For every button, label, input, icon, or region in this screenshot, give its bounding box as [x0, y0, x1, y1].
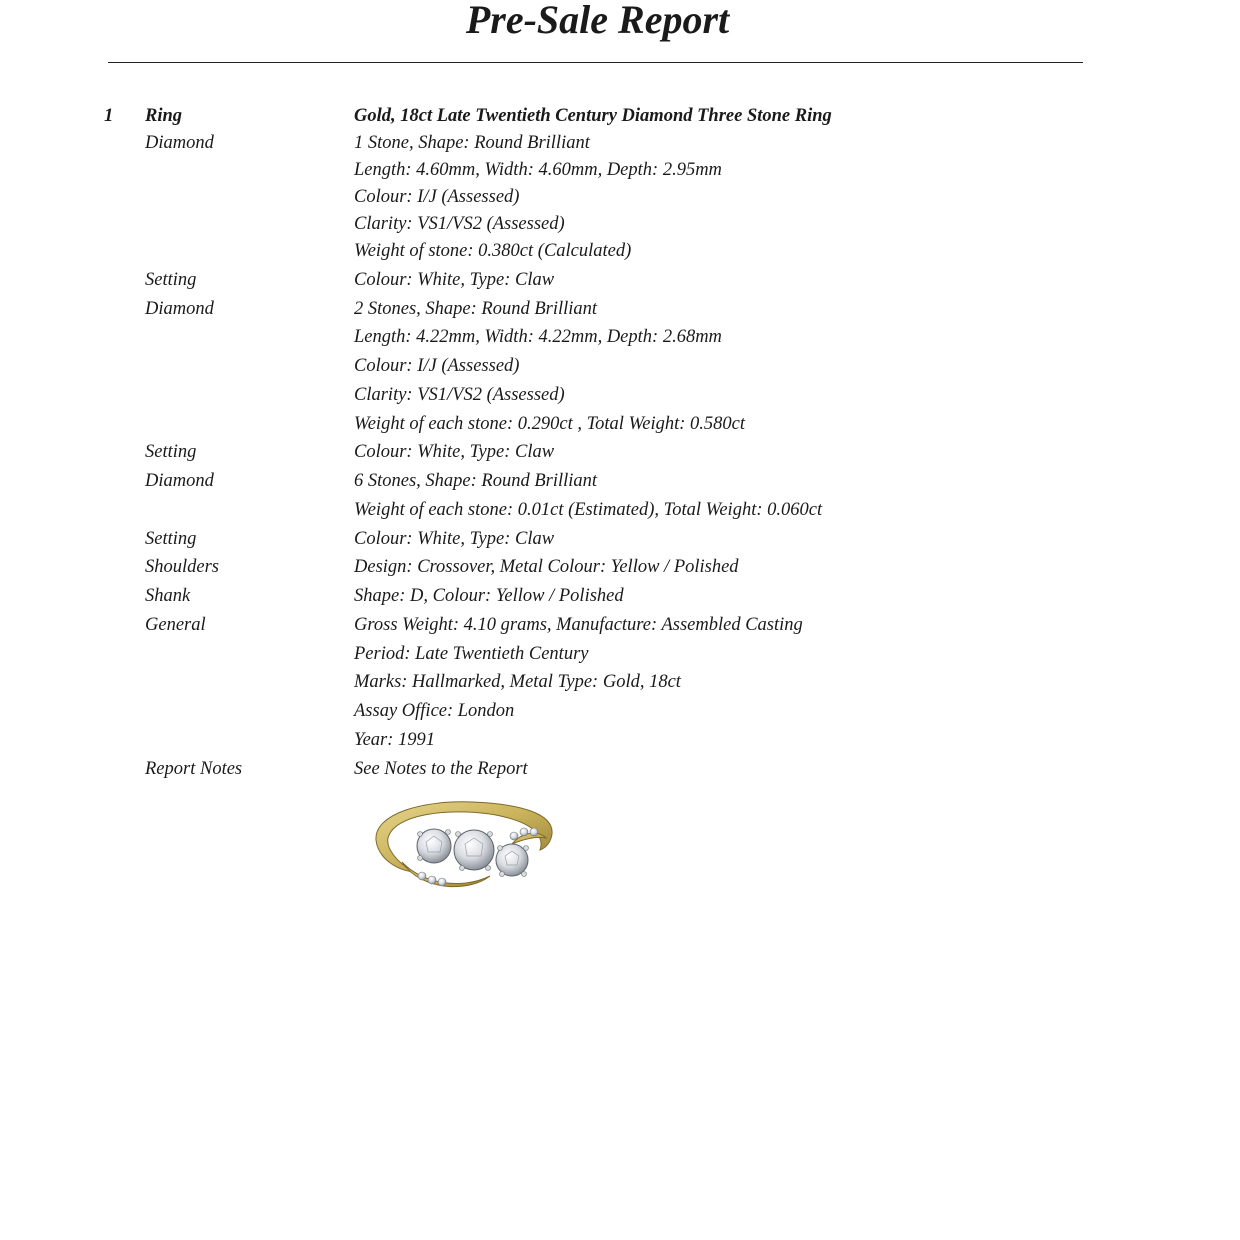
- row-value: Length: 4.60mm, Width: 4.60mm, Depth: 2.95mm: [354, 160, 722, 180]
- row-value: 6 Stones, Shape: Round Brilliant: [354, 471, 598, 491]
- shoulder-stone: [510, 832, 518, 840]
- table-row: [0, 757, 1240, 781]
- table-row: [0, 642, 1240, 666]
- table-row: [0, 728, 1240, 752]
- table-row: [0, 412, 1240, 436]
- row-label: Setting: [145, 442, 197, 462]
- row-label: Diamond: [145, 471, 214, 491]
- table-row: [0, 555, 1240, 579]
- row-label: Setting: [145, 529, 197, 549]
- title-divider: [108, 62, 1083, 63]
- table-row: [0, 584, 1240, 608]
- table-row: [0, 383, 1240, 407]
- row-value: 2 Stones, Shape: Round Brilliant: [354, 299, 598, 319]
- row-value: Design: Crossover, Metal Colour: Yellow / Polished: [354, 557, 739, 577]
- table-row: [0, 498, 1240, 522]
- table-row: [0, 527, 1240, 551]
- shoulder-stone: [428, 876, 436, 884]
- table-row: [0, 158, 1240, 182]
- row-value: Shape: D, Colour: Yellow / Polished: [354, 586, 624, 606]
- row-label: Shank: [145, 586, 191, 606]
- row-value: Weight of each stone: 0.01ct (Estimated), Total Weight: 0.060ct: [354, 500, 823, 520]
- row-label: General: [145, 615, 206, 635]
- shoulder-stone: [438, 878, 446, 886]
- table-row: [0, 268, 1240, 292]
- row-value: Weight of each stone: 0.290ct , Total Weight: 0.580ct: [354, 414, 746, 434]
- row-value: See Notes to the Report: [354, 759, 528, 779]
- shoulder-stone: [418, 872, 426, 880]
- table-row: [0, 239, 1240, 263]
- table-row: [0, 131, 1240, 155]
- row-value: Colour: White, Type: Claw: [354, 270, 555, 290]
- shoulder-stone: [520, 828, 528, 836]
- row-value: Year: 1991: [354, 730, 436, 750]
- shoulder-stone: [530, 828, 538, 836]
- row-label: Ring: [145, 106, 183, 126]
- table-row: [0, 185, 1240, 209]
- row-value: Gross Weight: 4.10 grams, Manufacture: Assembled Casting: [354, 615, 803, 635]
- row-value: Marks: Hallmarked, Metal Type: Gold, 18ct: [354, 672, 681, 692]
- row-value: Colour: White, Type: Claw: [354, 442, 555, 462]
- table-row: [0, 699, 1240, 723]
- table-row: [0, 613, 1240, 637]
- row-value: Length: 4.22mm, Width: 4.22mm, Depth: 2.68mm: [354, 327, 722, 347]
- row-label: Shoulders: [145, 557, 219, 577]
- table-row: [0, 469, 1240, 493]
- row-value: Period: Late Twentieth Century: [354, 644, 589, 664]
- row-label: Setting: [145, 270, 197, 290]
- table-row: [0, 104, 1240, 128]
- ring-photo: [362, 792, 562, 902]
- row-value: Clarity: VS1/VS2 (Assessed): [354, 385, 565, 405]
- table-row: [0, 297, 1240, 321]
- row-value: Clarity: VS1/VS2 (Assessed): [354, 214, 565, 234]
- row-label: Diamond: [145, 133, 214, 153]
- row-value: Colour: White, Type: Claw: [354, 529, 555, 549]
- row-value: Assay Office: London: [354, 701, 515, 721]
- table-row: [0, 440, 1240, 464]
- table-row: [0, 670, 1240, 694]
- row-value: Colour: I/J (Assessed): [354, 356, 520, 376]
- row-label: Report Notes: [145, 759, 243, 779]
- row-label: Diamond: [145, 299, 214, 319]
- table-row: [0, 325, 1240, 349]
- row-value: Gold, 18ct Late Twentieth Century Diamond Three Stone Ring: [354, 106, 832, 126]
- lot-number: 1: [104, 106, 114, 126]
- center-stone: [454, 830, 494, 870]
- row-value: Weight of stone: 0.380ct (Calculated): [354, 241, 632, 261]
- table-row: [0, 212, 1240, 236]
- table-row: [0, 354, 1240, 378]
- row-value: 1 Stone, Shape: Round Brilliant: [354, 133, 590, 153]
- row-value: Colour: I/J (Assessed): [354, 187, 520, 207]
- page-title: Pre-Sale Report: [465, 0, 730, 42]
